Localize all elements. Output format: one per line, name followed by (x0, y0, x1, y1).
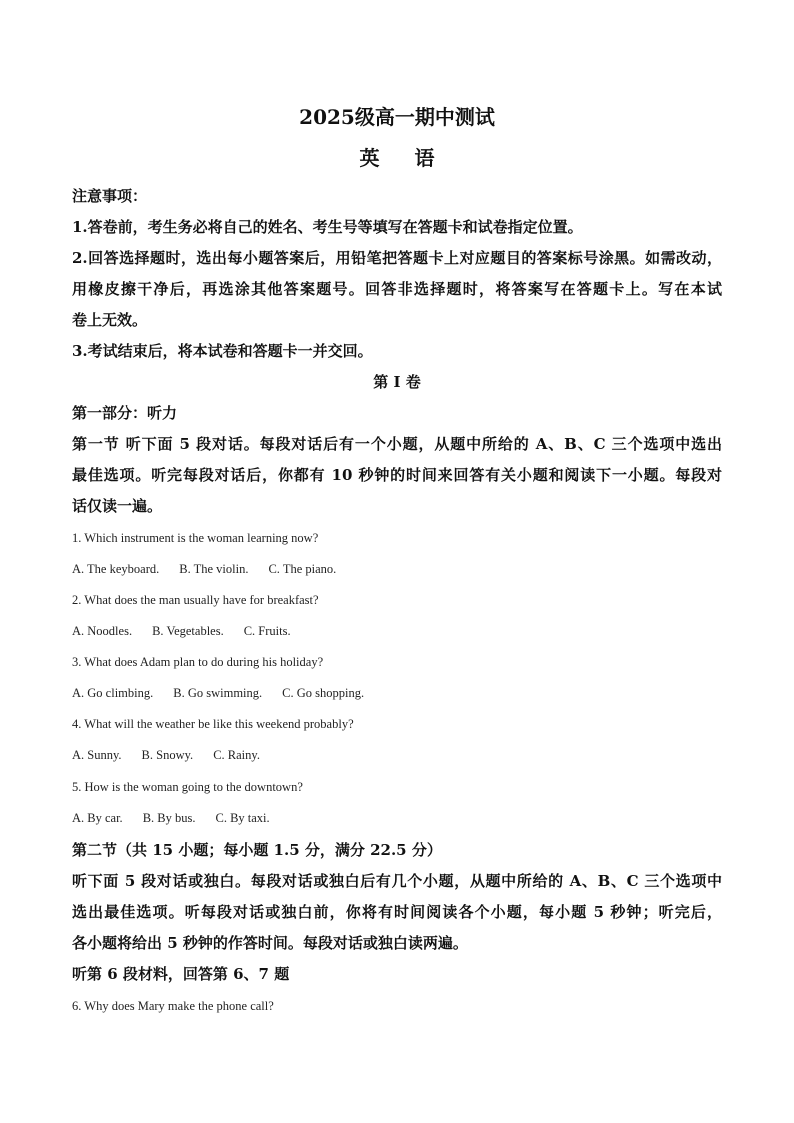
option-b: B. By bus. (142, 811, 196, 825)
option-c: C. Rainy. (213, 748, 260, 762)
option-a: A. Sunny. (72, 748, 122, 762)
option-b: B. Go swimming. (173, 686, 263, 700)
question-5-stem: 5. How is the woman going to the downtown? (72, 780, 303, 794)
notice-item-2-line-1: 2.回答选择题时，选出每小题答案后，用铅笔把答题卡上对应题目的答案标号涂黑。如需改动， (72, 249, 722, 267)
question-1-stem: 1. Which instrument is the woman learning now? (72, 531, 319, 545)
option-b: B. Vegetables. (152, 624, 224, 638)
section1-instructions-line-3: 话仅读一遍。 (72, 497, 163, 515)
option-a: A. Noodles. (72, 624, 133, 638)
exam-page (72, 0, 722, 1123)
option-a: A. Go climbing. (72, 686, 154, 700)
notice-item-1: 1.答卷前，考生务必将自己的姓名、考生号等填写在答题卡和试卷指定位置。 (72, 218, 583, 236)
option-a: A. By car. (72, 811, 123, 825)
part1-heading: 第一部分：听力 (72, 404, 178, 422)
notice-item-3: 3.考试结束后，将本试卷和答题卡一并交回。 (72, 342, 373, 360)
question-5-options (72, 809, 722, 827)
option-c: C. Fruits. (243, 624, 291, 638)
question-3-options (72, 684, 722, 702)
notice-item-2-line-3: 卷上无效。 (72, 311, 148, 329)
section1-instructions-line-1: 第一节 听下面 5 段对话。每段对话后有一个小题，从题中所给的 A、B、C 三个选项中选出 (72, 435, 722, 453)
volume-heading: 第 I 卷 (373, 373, 421, 391)
question-2-stem: 2. What does the man usually have for breakfast? (72, 593, 319, 607)
question-3-stem: 3. What does Adam plan to do during his holiday? (72, 655, 324, 669)
exam-subject: 英 语 (359, 146, 449, 170)
option-c: C. The piano. (268, 562, 337, 576)
section2-instructions-line-2: 选出最佳选项。听每段对话或独白前，你将有时间阅读各个小题，每小题 5 秒钟；听完后， (72, 903, 722, 921)
material-6-heading: 听第 6 段材料，回答第 6、7 题 (72, 965, 290, 983)
question-4-stem: 4. What will the weather be like this weekend probably? (72, 717, 354, 731)
exam-title: 2025级高一期中测试 (299, 105, 495, 129)
option-b: B. The violin. (179, 562, 249, 576)
question-2-options (72, 622, 722, 640)
question-1-options (72, 560, 722, 578)
question-4-options (72, 746, 722, 764)
question-6-stem: 6. Why does Mary make the phone call? (72, 999, 274, 1013)
option-c: C. Go shopping. (282, 686, 365, 700)
notice-item-2-line-2: 用橡皮擦干净后，再选涂其他答案题号。回答非选择题时，将答案写在答题卡上。写在本试 (72, 280, 722, 298)
option-c: C. By taxi. (215, 811, 270, 825)
section2-instructions-line-1: 听下面 5 段对话或独白。每段对话或独白后有几个小题，从题中所给的 A、B、C 三个选项中 (72, 872, 722, 890)
notice-heading: 注意事项： (72, 187, 148, 205)
section2-heading: 第二节（共 15 小题；每小题 1.5 分，满分 22.5 分） (72, 841, 442, 859)
section1-instructions-line-2: 最佳选项。听完每段对话后，你都有 10 秒钟的时间来回答有关小题和阅读下一小题。每段对 (72, 466, 722, 484)
option-a: A. The keyboard. (72, 562, 160, 576)
option-b: B. Snowy. (141, 748, 194, 762)
section2-instructions-line-3: 各小题将给出 5 秒钟的作答时间。每段对话或独白读两遍。 (72, 934, 468, 952)
